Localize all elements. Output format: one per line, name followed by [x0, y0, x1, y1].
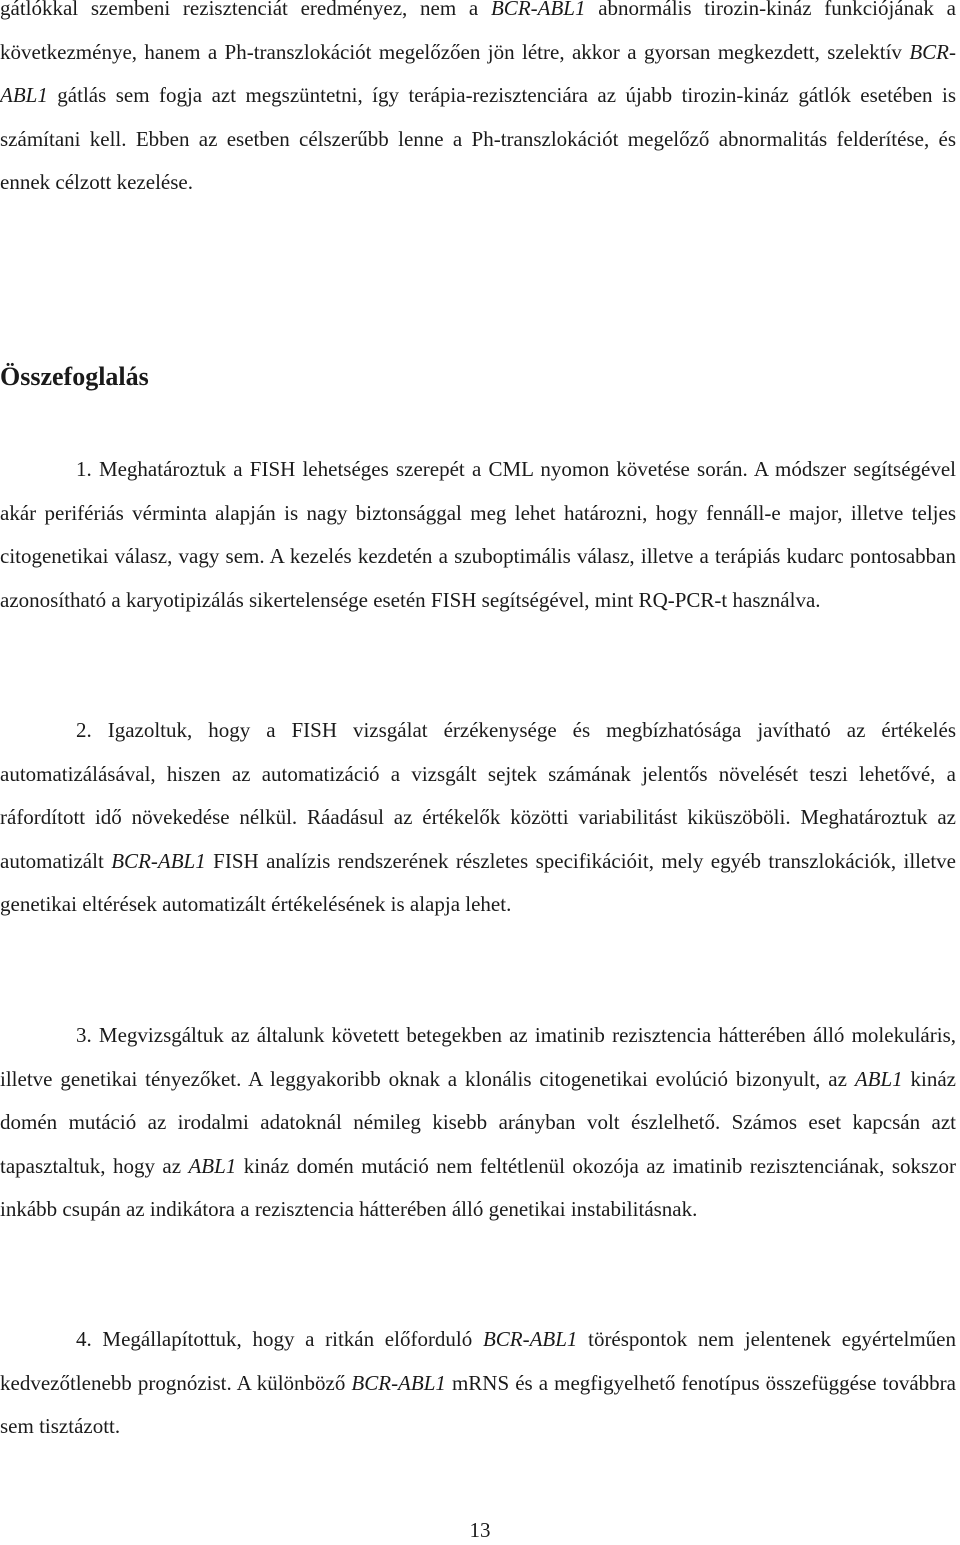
intro-paragraph [0, 0, 956, 205]
text-segment: gátlás sem fogja azt megszüntetni, így terápia-rezisztenciára az újabb tirozin-kináz gátlók esetében is számítani kell. Ebben az esetben célszerűbb lenne a Ph-transzlokációt megelőző abnormalitás felderítése, és ennek célzott kezelése. [0, 83, 956, 194]
text-segment: 1. Meghatároztuk a FISH lehetséges szerepét a CML nyomon követése során. A módszer segítségével akár perifériás vérminta alapján is nagy biztonsággal meg lehet határozni, hogy fennáll-e major, illetve teljes citogenetikai válasz, vagy sem. A kezelés kezdetén a szuboptimális válasz, illetve a terápiás kudarc pontosabban azonosítható a karyotipizálás sikertelensége esetén FISH segítségével, mint RQ-PCR-t használva. [0, 457, 956, 612]
text-segment: kináz domén mutáció nem feltétlenül okozója az imatinib rezisztenciának, sokszor inkább csupán az indikátora a rezisztencia hátterében álló genetikai instabilitásnak. [0, 1153, 956, 1221]
text-segment: mRNS és a megfigyelhető fenotípus összefüggése továbbra sem tisztázott. [0, 1370, 956, 1438]
summary-point-2 [0, 709, 956, 927]
gene-name: BCR-ABL1 [111, 848, 206, 873]
page-number: 13 [469, 1518, 491, 1542]
gene-name: BCR-ABL1 [351, 1370, 446, 1395]
gene-name: BCR-ABL1 [482, 1327, 578, 1351]
summary-point-1 [0, 448, 956, 622]
summary-point-3 [0, 1014, 956, 1232]
text-segment: 4. Megállapítottuk, hogy a ritkán előforduló [76, 1327, 483, 1351]
text-segment: abnormális tirozin-kináz funkciójának a következménye, hanem a Ph-transzlokációt megelőzően jön létre, akkor a gyorsan megkezdett, szelektív [0, 0, 956, 64]
text-segment: töréspontok nem jelentenek egyértelműen kedvezőtlenebb prognózist. A különböző [0, 1327, 956, 1395]
text-segment: 3. Megvizsgáltuk az általunk követett betegekben az imatinib rezisztencia hátterében álló molekuláris, illetve genetikai tényezőket. A leggyakoribb oknak a klonális citogenetikai evolúció bizonyult, az [0, 1023, 956, 1091]
summary-point-4 [0, 1318, 956, 1449]
gene-name: ABL1 [854, 1066, 903, 1091]
gene-name: ABL1 [188, 1153, 237, 1178]
text-segment: kináz domén mutáció az irodalmi adatoknál némileg kisebb arányban volt észlelhető. Számos eset kapcsán azt tapasztaltuk, hogy az [0, 1066, 956, 1178]
text-segment: FISH analízis rendszerének részletes specifikációit, mely egyéb transzlokációk, illetve genetikai eltérések automatizált értékelésének is alapja lehet. [0, 848, 956, 916]
text-segment: gátlókkal szembeni rezisztenciát eredményez, nem a [0, 0, 491, 20]
gene-name: BCR-ABL1 [0, 39, 956, 107]
section-heading: Összefoglalás [0, 362, 149, 391]
gene-name: BCR-ABL1 [490, 0, 586, 20]
text-segment: 2. Igazoltuk, hogy a FISH vizsgálat érzékenysége és megbízhatósága javítható az értékelés automatizálásával, hiszen az automatizáció a vizsgált sejtek számának jelentős növelését teszi lehetővé, a ráfordított idő növekedése nélkül. Ráadásul az értékelők közötti variabilitást kiküszöböli. Meghatároztuk az automatizált [0, 718, 956, 873]
